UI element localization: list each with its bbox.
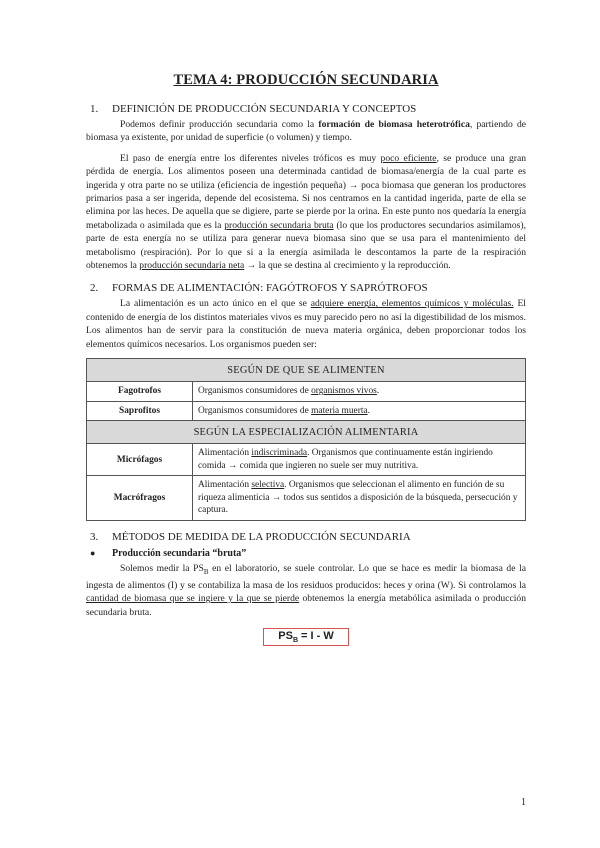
underlined-term: producción secundaria bruta [224,219,334,231]
underlined-term: producción secundaria neta [139,260,245,272]
row-value: Alimentación selectiva. Organismos que seleccionan el alimento en función de su riqueza alimenticia → todos sus sentidos a disposición de la búsqueda, persecución y captura. [193,476,526,521]
paragraph: Podemos definir producción secundaria como la formación de biomasa heterotrófica, partiendo de biomasa ya existente, por unidad de superficie (o volumen) y tiempo. [86,119,526,144]
table-header: SEGÚN LA ESPECIALIZACIÓN ALIMENTARIA [87,421,526,444]
row-value: Organismos consumidores de organismos vivos. [193,382,526,402]
table-row [87,476,526,521]
row-key: Micrófagos [87,444,193,476]
table-row [87,401,526,421]
page-number: 1 [521,797,526,808]
bullet-icon: ● [90,547,96,558]
underlined-term: adquiere energía, elementos químicos y moléculas. [310,298,514,310]
section-1-heading [86,103,526,115]
table-row [87,444,526,476]
table-row [87,382,526,402]
row-value: Organismos consumidores de materia muerta. [193,401,526,421]
underlined-term: cantidad de biomasa que se ingiere y la que se pierde [86,593,300,605]
emphasis: formación de biomasa heterotrófica [318,119,470,130]
document-page [86,72,526,646]
row-key: Macrófragos [87,476,193,521]
paragraph: El paso de energía entre los diferentes niveles tróficos es muy poco eficiente, se produce una gran pérdida de energía. Los alimentos poseen una determinada cantidad de biomasa/energía de la cual parte es ingerida y otra parte no se utiliza (eficiencia de ingestión pequeña) → poca biomasa que generan los productores primarios pasa a ser ingerida, depende del ecosistema. Si nos centramos en la cantidad ingerida, parte de ella se elimina por las heces. De aquella que se digiere, parte se pierde por la orina. En este punto nos quedaría la energía metabolizada o asimilada que es la producción secundaria bruta (lo que los productores secundarios asimilamos), parte de esta energía no se utiliza para generar nueva biomasa sino que se usa para el mantenimiento del metabolismo (respiración). Por lo que si a la energía asimilada le descontamos la parte de la respiración obtenemos la producción secundaria neta → la que se destina al crecimiento y la reproducción. [86,152,527,272]
underlined-term: poco eficiente [380,152,437,164]
formula-container [86,626,526,646]
table-header: SEGÚN DE QUE SE ALIMENTEN [87,359,526,382]
paragraph: La alimentación es un acto único en el que se adquiere energía, elementos químicos y moléculas. El contenido de energía de los distintos materiales vivos es muy parecido pero no así la digestibilidad de los mismos. Los alimentos han de servir para la constitución de nueva materia orgánica, deben proporcionar todos los elementos químicos necesarios. Los organismos pueden ser: [86,298,526,350]
formula-box: $PS_B = I - W$ [263,628,349,646]
section-number: 3. [90,530,99,543]
row-key: Saprofitos [87,401,193,421]
section-2-heading [86,282,526,294]
section-title: DEFINICIÓN DE PRODUCCIÓN SECUNDARIA Y CONCEPTOS [112,103,417,115]
row-value: Alimentación indiscriminada. Organismos que continuamente están ingiriendo comida → comida que ingieren no suele ser muy nutritiva. [193,444,526,476]
section-3-heading [86,531,526,543]
section-number: 2. [90,282,99,295]
bullet-item: ● Producción secundaria “bruta” [90,547,247,559]
section-title: MÉTODOS DE MEDIDA DE LA PRODUCCIÓN SECUNDARIA [112,530,411,543]
row-key: Fagotrofos [87,382,193,402]
section-title: FORMAS DE ALIMENTACIÓN: FAGÓTROFOS Y SAPRÓTROFOS [112,282,428,295]
section-number: 1. [90,103,99,115]
page-title: TEMA 4: PRODUCCIÓN SECUNDARIA [173,72,439,88]
feeding-table [86,358,526,521]
paragraph: Solemos medir la $PS_B$ en el laboratorio, se suele controlar. Lo que se hace es medir la biomasa de la ingesta de alimentos (I) y se contabiliza la masa de los residuos producidos: heces y orina (W). Si controlamos la cantidad de biomasa que se ingiere y la que se pierde obtenemos la energía metabólica asimilada o producción secundaria bruta. [86,562,527,618]
